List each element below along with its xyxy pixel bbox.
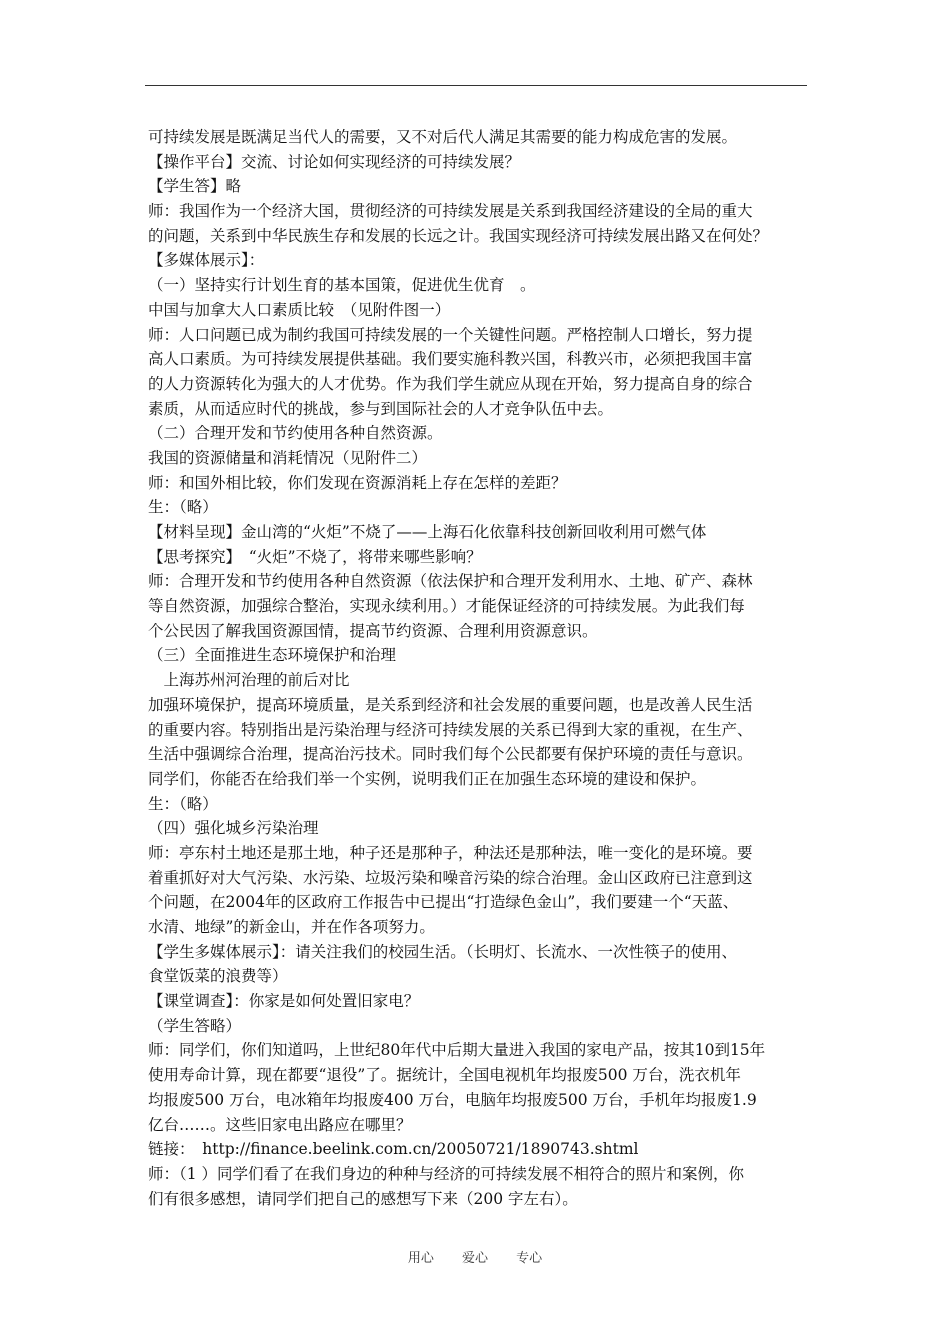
- text-line: （学生答略）: [148, 1016, 242, 1035]
- text-line: 生活中强调综合治理，提高治污技术。同时我们每个公民都要有保护环境的责任与意识。: [148, 745, 753, 764]
- text-line: 高人口素质。为可持续发展提供基础。我们要实施科教兴国，科教兴市，必须把我国丰富: [148, 350, 753, 369]
- footer-word: 爱心: [461, 1251, 488, 1266]
- text-line: 【操作平台】交流、讨论如何实现经济的可持续发展？: [148, 152, 521, 171]
- text-line: 可持续发展是既满足当代人的需要，又不对后代人满足其需要的能力构成危害的发展。: [148, 128, 738, 146]
- text-line: 个问题，在2004年的区政府工作报告中已提出“打造绿色金山”，我们要建一个“天蓝、: [148, 893, 739, 912]
- text-line: 着重抓好对大气污染、水污染、垃圾污染和噪音污染的综合治理。金山区政府已注意到这: [148, 868, 753, 887]
- text-line: 使用寿命计算，现在都要“退役”了。据统计，全国电视机年均报废500 万台，洗衣机年: [148, 1066, 741, 1085]
- text-line: （四）强化城乡污染治理: [148, 819, 319, 838]
- text-line: 上海苏州河治理的前后对比: [148, 671, 350, 690]
- text-line: 【多媒体展示】：: [148, 251, 265, 270]
- text-line: 【学生多媒体展示】：请关注我们的校园生活。（长明灯、长流水、一次性筷子的使用、: [148, 942, 738, 961]
- text-line: 【课堂调查】：你家是如何处置旧家电？: [148, 992, 420, 1011]
- text-line: 同学们，你能否在给我们举一个实例，说明我们正在加强生态环境的建设和保护。: [148, 769, 707, 788]
- text-line: 食堂饭菜的浪费等）: [148, 967, 288, 986]
- footer-word: 专心: [516, 1251, 543, 1266]
- text-line: 【材料呈现】金山湾的“火炬”不烧了——上海石化依靠科技创新回收利用可燃气体: [148, 523, 707, 541]
- text-line: 的问题，关系到中华民族生存和发展的长远之计。我国实现经济可持续发展出路又在何处？: [148, 226, 769, 245]
- footer-word: 用心: [407, 1251, 434, 1266]
- text-line: （三）全面推进生态环境保护和治理: [148, 646, 397, 665]
- text-line: 中国与加拿大人口素质比较 （见附件图一）: [148, 300, 451, 319]
- text-line: 个公民因了解我国资源国情，提高节约资源、合理利用资源意识。: [148, 621, 598, 640]
- text-line: （二）合理开发和节约使用各种自然资源。: [148, 424, 443, 443]
- link-line[interactable]: 链接： http://finance.beelink.com.cn/20050721/1890743.shtml: [148, 1140, 639, 1159]
- text-line: 生：（略）: [148, 794, 218, 813]
- text-line: 【思考探究】 “火炬”不烧了，将带来哪些影响？: [148, 547, 482, 566]
- body-text: [148, 125, 810, 1211]
- text-line: 生：（略）: [148, 498, 218, 517]
- text-line: 均报废500 万台，电冰箱年均报废400 万台，电脑年均报废500 万台，手机年均报废1.9: [148, 1090, 757, 1109]
- text-line: 等自然资源，加强综合整治，实现永续利用。）才能保证经济的可持续发展。为此我们每: [148, 597, 745, 616]
- text-line: 师：亭东村土地还是那土地，种子还是那种子，种法还是那种法，唯一变化的是环境。要: [148, 843, 753, 862]
- text-line: 加强环境保护，提高环境质量，是关系到经济和社会发展的重要问题，也是改善人民生活: [148, 695, 753, 714]
- text-line: 的重要内容。特别指出是污染治理与经济可持续发展的关系已得到大家的重视，在生产、: [148, 720, 753, 739]
- text-line: 我国的资源储量和消耗情况（见附件二）: [148, 448, 428, 467]
- header-rule: [145, 85, 807, 86]
- text-line: 素质，从而适应时代的挑战，参与到国际社会的人才竞争队伍中去。: [148, 399, 614, 418]
- text-line: 们有很多感想，请同学们把自己的感想写下来（200 字左右）。: [148, 1189, 578, 1208]
- text-line: 【学生答】略: [148, 177, 242, 196]
- text-line: 师：和国外相比较，你们发现在资源消耗上存在怎样的差距？: [148, 473, 567, 492]
- text-line: 师：我国作为一个经济大国，贯彻经济的可持续发展是关系到我国经济建设的全局的重大: [148, 202, 753, 221]
- text-line: 亿台……。这些旧家电出路应在哪里？: [148, 1115, 412, 1134]
- text-line: 的人力资源转化为强大的人才优势。作为我们学生就应从现在开始，努力提高自身的综合: [148, 374, 753, 393]
- page-footer: [0, 1247, 950, 1266]
- text-line: 师：人口问题已成为制约我国可持续发展的一个关键性问题。严格控制人口增长，努力提: [148, 325, 753, 344]
- text-line: 师：（1 ）同学们看了在我们身边的种种与经济的可持续发展不相符合的照片和案例，你: [148, 1164, 745, 1183]
- text-line: （一）坚持实行计划生育的基本国策，促进优生优育 。: [148, 276, 536, 295]
- text-line: 师：合理开发和节约使用各种自然资源（依法保护和合理开发利用水、土地、矿产、森林: [148, 572, 753, 591]
- text-line: 师：同学们，你们知道吗，上世纪80年代中后期大量进入我国的家电产品，按其10到15年: [148, 1041, 766, 1060]
- text-line: 水清、地绿”的新金山，并在作各项努力。: [148, 918, 435, 936]
